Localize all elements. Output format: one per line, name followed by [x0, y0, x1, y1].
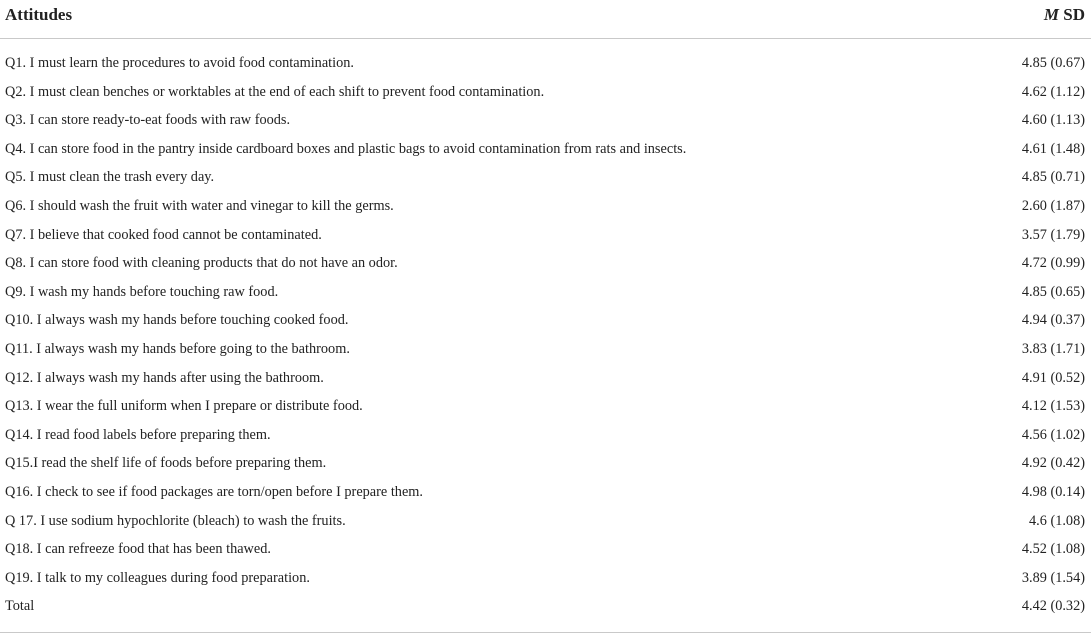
row-item: Q10. I always wash my hands before touching cooked food. [5, 312, 349, 329]
table-row [0, 536, 1091, 565]
row-value: 4.98 (0.14) [1021, 483, 1085, 500]
total-row [0, 593, 1091, 622]
row-item: Q12. I always wash my hands after using the bathroom. [5, 369, 324, 386]
row-item: Q 17. I use sodium hypochlorite (bleach) to wash the fruits. [5, 512, 346, 529]
row-item: Q9. I wash my hands before touching raw food. [5, 283, 279, 300]
row-value: 3.83 (1.71) [1021, 340, 1085, 357]
table-header [0, 0, 1091, 39]
table-row [0, 79, 1091, 108]
row-item: Q5. I must clean the trash every day. [5, 169, 215, 186]
row-value: 4.92 (0.42) [1021, 455, 1085, 472]
row-value: 4.61 (1.48) [1021, 140, 1085, 157]
row-value: 4.52 (1.08) [1021, 541, 1085, 558]
table-row [0, 107, 1091, 136]
table-row [0, 307, 1091, 336]
row-value: 3.89 (1.54) [1021, 569, 1085, 586]
table-row [0, 279, 1091, 308]
header-attitudes: Attitudes [5, 5, 73, 24]
row-item: Q15.I read the shelf life of foods before preparing them. [5, 455, 327, 472]
table-body [0, 50, 1091, 622]
row-item: Q11. I always wash my hands before going to the bathroom. [5, 340, 350, 357]
row-value: 4.12 (1.53) [1021, 398, 1085, 415]
table-row [0, 479, 1091, 508]
table-row [0, 336, 1091, 365]
row-item: Q6. I should wash the fruit with water and vinegar to kill the germs. [5, 197, 394, 214]
header-m: M [1043, 5, 1060, 24]
table-row [0, 508, 1091, 537]
row-value: 4.91 (0.52) [1021, 369, 1085, 386]
row-item: Q1. I must learn the procedures to avoid food contamination. [5, 55, 354, 71]
row-item: Q8. I can store food with cleaning products that do not have an odor. [5, 255, 398, 272]
table-row [0, 136, 1091, 165]
row-item: Q2. I must clean benches or worktables at the end of each shift to prevent food contamination. [5, 83, 545, 100]
row-value: 4.60 (1.13) [1021, 112, 1085, 129]
row-item: Q7. I believe that cooked food cannot be contaminated. [5, 226, 322, 243]
row-value: 4.62 (1.12) [1021, 83, 1085, 100]
row-item: Q4. I can store food in the pantry inside cardboard boxes and plastic bags to avoid contamination from rats and insects. [5, 140, 687, 157]
row-item: Q16. I check to see if food packages are torn/open before I prepare them. [5, 483, 423, 500]
row-value: 4.85 (0.65) [1021, 283, 1085, 300]
row-item: Total [5, 598, 35, 615]
row-value: 4.6 (1.08) [1029, 512, 1085, 529]
row-item: Q13. I wear the full uniform when I prepare or distribute food. [5, 398, 363, 415]
table-row [0, 50, 1091, 79]
table-row [0, 393, 1091, 422]
row-value: 4.94 (0.37) [1021, 312, 1085, 329]
row-item: Q3. I can store ready-to-eat foods with raw foods. [5, 112, 291, 129]
row-value: 3.57 (1.79) [1021, 226, 1085, 243]
table-row [0, 193, 1091, 222]
row-value: 4.56 (1.02) [1021, 426, 1085, 443]
row-item: Q14. I read food labels before preparing them. [5, 426, 271, 443]
row-value: 4.72 (0.99) [1021, 255, 1085, 272]
table-row [0, 222, 1091, 251]
table-row [0, 450, 1091, 479]
table-row [0, 164, 1091, 193]
row-value: 4.85 (0.71) [1021, 169, 1085, 186]
row-value: 4.42 (0.32) [1021, 598, 1085, 615]
table-row [0, 365, 1091, 394]
bottom-rule [0, 632, 1091, 633]
header-sd: SD [1063, 5, 1085, 24]
header-m-sd [1044, 4, 1085, 26]
table-row [0, 250, 1091, 279]
row-value: 4.85 (0.67) [1021, 55, 1085, 71]
table-row [0, 565, 1091, 594]
row-value: 2.60 (1.87) [1021, 197, 1085, 214]
table-row [0, 422, 1091, 451]
row-item: Q19. I talk to my colleagues during food preparation. [5, 569, 310, 586]
row-item: Q18. I can refreeze food that has been thawed. [5, 541, 271, 558]
